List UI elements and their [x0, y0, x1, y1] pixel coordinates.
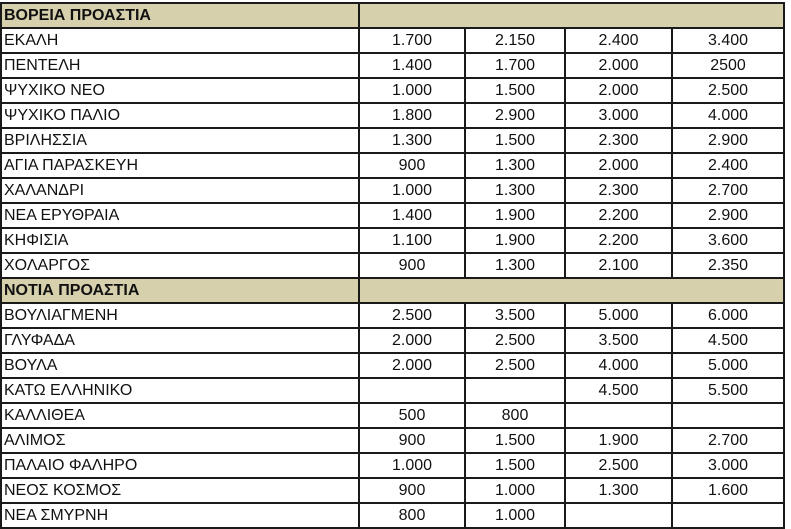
price-cell-1: 2.000: [359, 353, 465, 378]
price-cell-3: 4.500: [565, 378, 672, 403]
price-cell-4: 2.900: [672, 203, 784, 228]
area-name: ΝΕΑ ΣΜΥΡΝΗ: [1, 503, 359, 528]
table-row: [1, 228, 784, 253]
area-name: ΨΥΧΙΚΟ ΝΕΟ: [1, 78, 359, 103]
price-cell-1: 1.300: [359, 128, 465, 153]
table-row: [1, 428, 784, 453]
area-name: ΑΛΙΜΟΣ: [1, 428, 359, 453]
price-table-body: [1, 3, 784, 528]
price-cell-4: 2500: [672, 53, 784, 78]
price-cell-1: 900: [359, 253, 465, 278]
table-row: [1, 128, 784, 153]
table-row: [1, 378, 784, 403]
area-name: ΧΟΛΑΡΓΟΣ: [1, 253, 359, 278]
price-cell-4: [672, 403, 784, 428]
price-cell-1: 800: [359, 503, 465, 528]
area-name: ΝΕΟΣ ΚΟΣΜΟΣ: [1, 478, 359, 503]
section-header-fill: [359, 278, 784, 303]
price-cell-4: 6.000: [672, 303, 784, 328]
area-name: ΒΡΙΛΗΣΣΙΑ: [1, 128, 359, 153]
price-cell-1: 1.000: [359, 78, 465, 103]
area-name: ΚΑΤΩ ΕΛΛΗΝΙΚΟ: [1, 378, 359, 403]
price-cell-2: 1.900: [465, 228, 565, 253]
table-row: [1, 153, 784, 178]
price-cell-4: 3.400: [672, 28, 784, 53]
price-cell-4: 2.900: [672, 128, 784, 153]
price-cell-1: 1.100: [359, 228, 465, 253]
area-name: ΚΗΦΙΣΙΑ: [1, 228, 359, 253]
price-cell-2: 2.500: [465, 328, 565, 353]
price-cell-3: 3.000: [565, 103, 672, 128]
table-row: [1, 53, 784, 78]
area-name: ΒΟΥΛΙΑΓΜΕΝΗ: [1, 303, 359, 328]
table-row: [1, 453, 784, 478]
price-cell-1: 1.400: [359, 53, 465, 78]
price-cell-2: 1.900: [465, 203, 565, 228]
price-cell-2: 1.300: [465, 178, 565, 203]
price-cell-1: 1.000: [359, 453, 465, 478]
price-cell-2: 1.500: [465, 453, 565, 478]
table-row: [1, 103, 784, 128]
table-row: [1, 503, 784, 528]
price-cell-4: 2.400: [672, 153, 784, 178]
area-name: ΑΓΙΑ ΠΑΡΑΣΚΕΥΗ: [1, 153, 359, 178]
price-cell-1: 1.800: [359, 103, 465, 128]
section-title: ΝΟΤΙΑ ΠΡΟΑΣΤΙΑ: [1, 278, 359, 303]
price-cell-2: 1.500: [465, 78, 565, 103]
price-cell-2: 2.150: [465, 28, 565, 53]
table-row: [1, 253, 784, 278]
price-cell-1: 1.700: [359, 28, 465, 53]
table-row: [1, 328, 784, 353]
area-name: ΒΟΥΛΑ: [1, 353, 359, 378]
price-cell-4: 2.700: [672, 178, 784, 203]
price-cell-3: 2.300: [565, 128, 672, 153]
price-cell-4: [672, 503, 784, 528]
price-cell-3: 5.000: [565, 303, 672, 328]
price-cell-1: 2.000: [359, 328, 465, 353]
section-header-row: [1, 278, 784, 303]
price-cell-2: 3.500: [465, 303, 565, 328]
price-cell-1: [359, 378, 465, 403]
price-cell-2: 1.000: [465, 503, 565, 528]
price-cell-4: 2.700: [672, 428, 784, 453]
price-table: [0, 2, 785, 529]
table-row: [1, 78, 784, 103]
price-cell-3: 3.500: [565, 328, 672, 353]
price-cell-4: 2.500: [672, 78, 784, 103]
area-name: ΠΕΝΤΕΛΗ: [1, 53, 359, 78]
price-cell-3: 2.500: [565, 453, 672, 478]
section-header-fill: [359, 3, 784, 28]
price-cell-1: 900: [359, 153, 465, 178]
price-cell-3: 1.300: [565, 478, 672, 503]
price-cell-3: 2.400: [565, 28, 672, 53]
price-cell-3: 2.000: [565, 153, 672, 178]
price-cell-2: 1.500: [465, 128, 565, 153]
area-name: ΝΕΑ ΕΡΥΘΡΑΙΑ: [1, 203, 359, 228]
price-cell-4: 3.000: [672, 453, 784, 478]
section-header-row: [1, 3, 784, 28]
price-cell-2: 1.500: [465, 428, 565, 453]
price-cell-1: 2.500: [359, 303, 465, 328]
area-name: ΧΑΛΑΝΔΡΙ: [1, 178, 359, 203]
table-row: [1, 28, 784, 53]
price-cell-2: [465, 378, 565, 403]
price-cell-2: 2.500: [465, 353, 565, 378]
table-row: [1, 353, 784, 378]
price-cell-1: 1.000: [359, 178, 465, 203]
price-cell-4: 3.600: [672, 228, 784, 253]
price-cell-3: 2.300: [565, 178, 672, 203]
table-row: [1, 403, 784, 428]
area-name: ΕΚΑΛΗ: [1, 28, 359, 53]
price-cell-2: 2.900: [465, 103, 565, 128]
price-cell-4: 4.500: [672, 328, 784, 353]
price-cell-4: 4.000: [672, 103, 784, 128]
price-cell-2: 1.000: [465, 478, 565, 503]
table-row: [1, 203, 784, 228]
table-row: [1, 303, 784, 328]
price-cell-3: 4.000: [565, 353, 672, 378]
price-cell-3: 2.000: [565, 78, 672, 103]
table-row: [1, 178, 784, 203]
area-name: ΠΑΛΑΙΟ ΦΑΛΗΡΟ: [1, 453, 359, 478]
price-cell-1: 900: [359, 428, 465, 453]
table-row: [1, 478, 784, 503]
price-cell-1: 1.400: [359, 203, 465, 228]
price-cell-2: 1.700: [465, 53, 565, 78]
price-cell-3: 1.900: [565, 428, 672, 453]
area-name: ΨΥΧΙΚΟ ΠΑΛΙΟ: [1, 103, 359, 128]
price-cell-4: 5.000: [672, 353, 784, 378]
price-cell-2: 1.300: [465, 153, 565, 178]
area-name: ΓΛΥΦΑΔΑ: [1, 328, 359, 353]
price-cell-1: 900: [359, 478, 465, 503]
price-cell-1: 500: [359, 403, 465, 428]
price-cell-3: 2.200: [565, 203, 672, 228]
price-cell-3: 2.100: [565, 253, 672, 278]
price-cell-3: [565, 503, 672, 528]
section-title: ΒΟΡΕΙΑ ΠΡΟΑΣΤΙΑ: [1, 3, 359, 28]
price-cell-2: 1.300: [465, 253, 565, 278]
area-name: ΚΑΛΛΙΘΕΑ: [1, 403, 359, 428]
price-cell-3: 2.000: [565, 53, 672, 78]
price-cell-3: 2.200: [565, 228, 672, 253]
price-cell-3: [565, 403, 672, 428]
price-cell-4: 5.500: [672, 378, 784, 403]
price-cell-4: 2.350: [672, 253, 784, 278]
price-cell-4: 1.600: [672, 478, 784, 503]
price-cell-2: 800: [465, 403, 565, 428]
